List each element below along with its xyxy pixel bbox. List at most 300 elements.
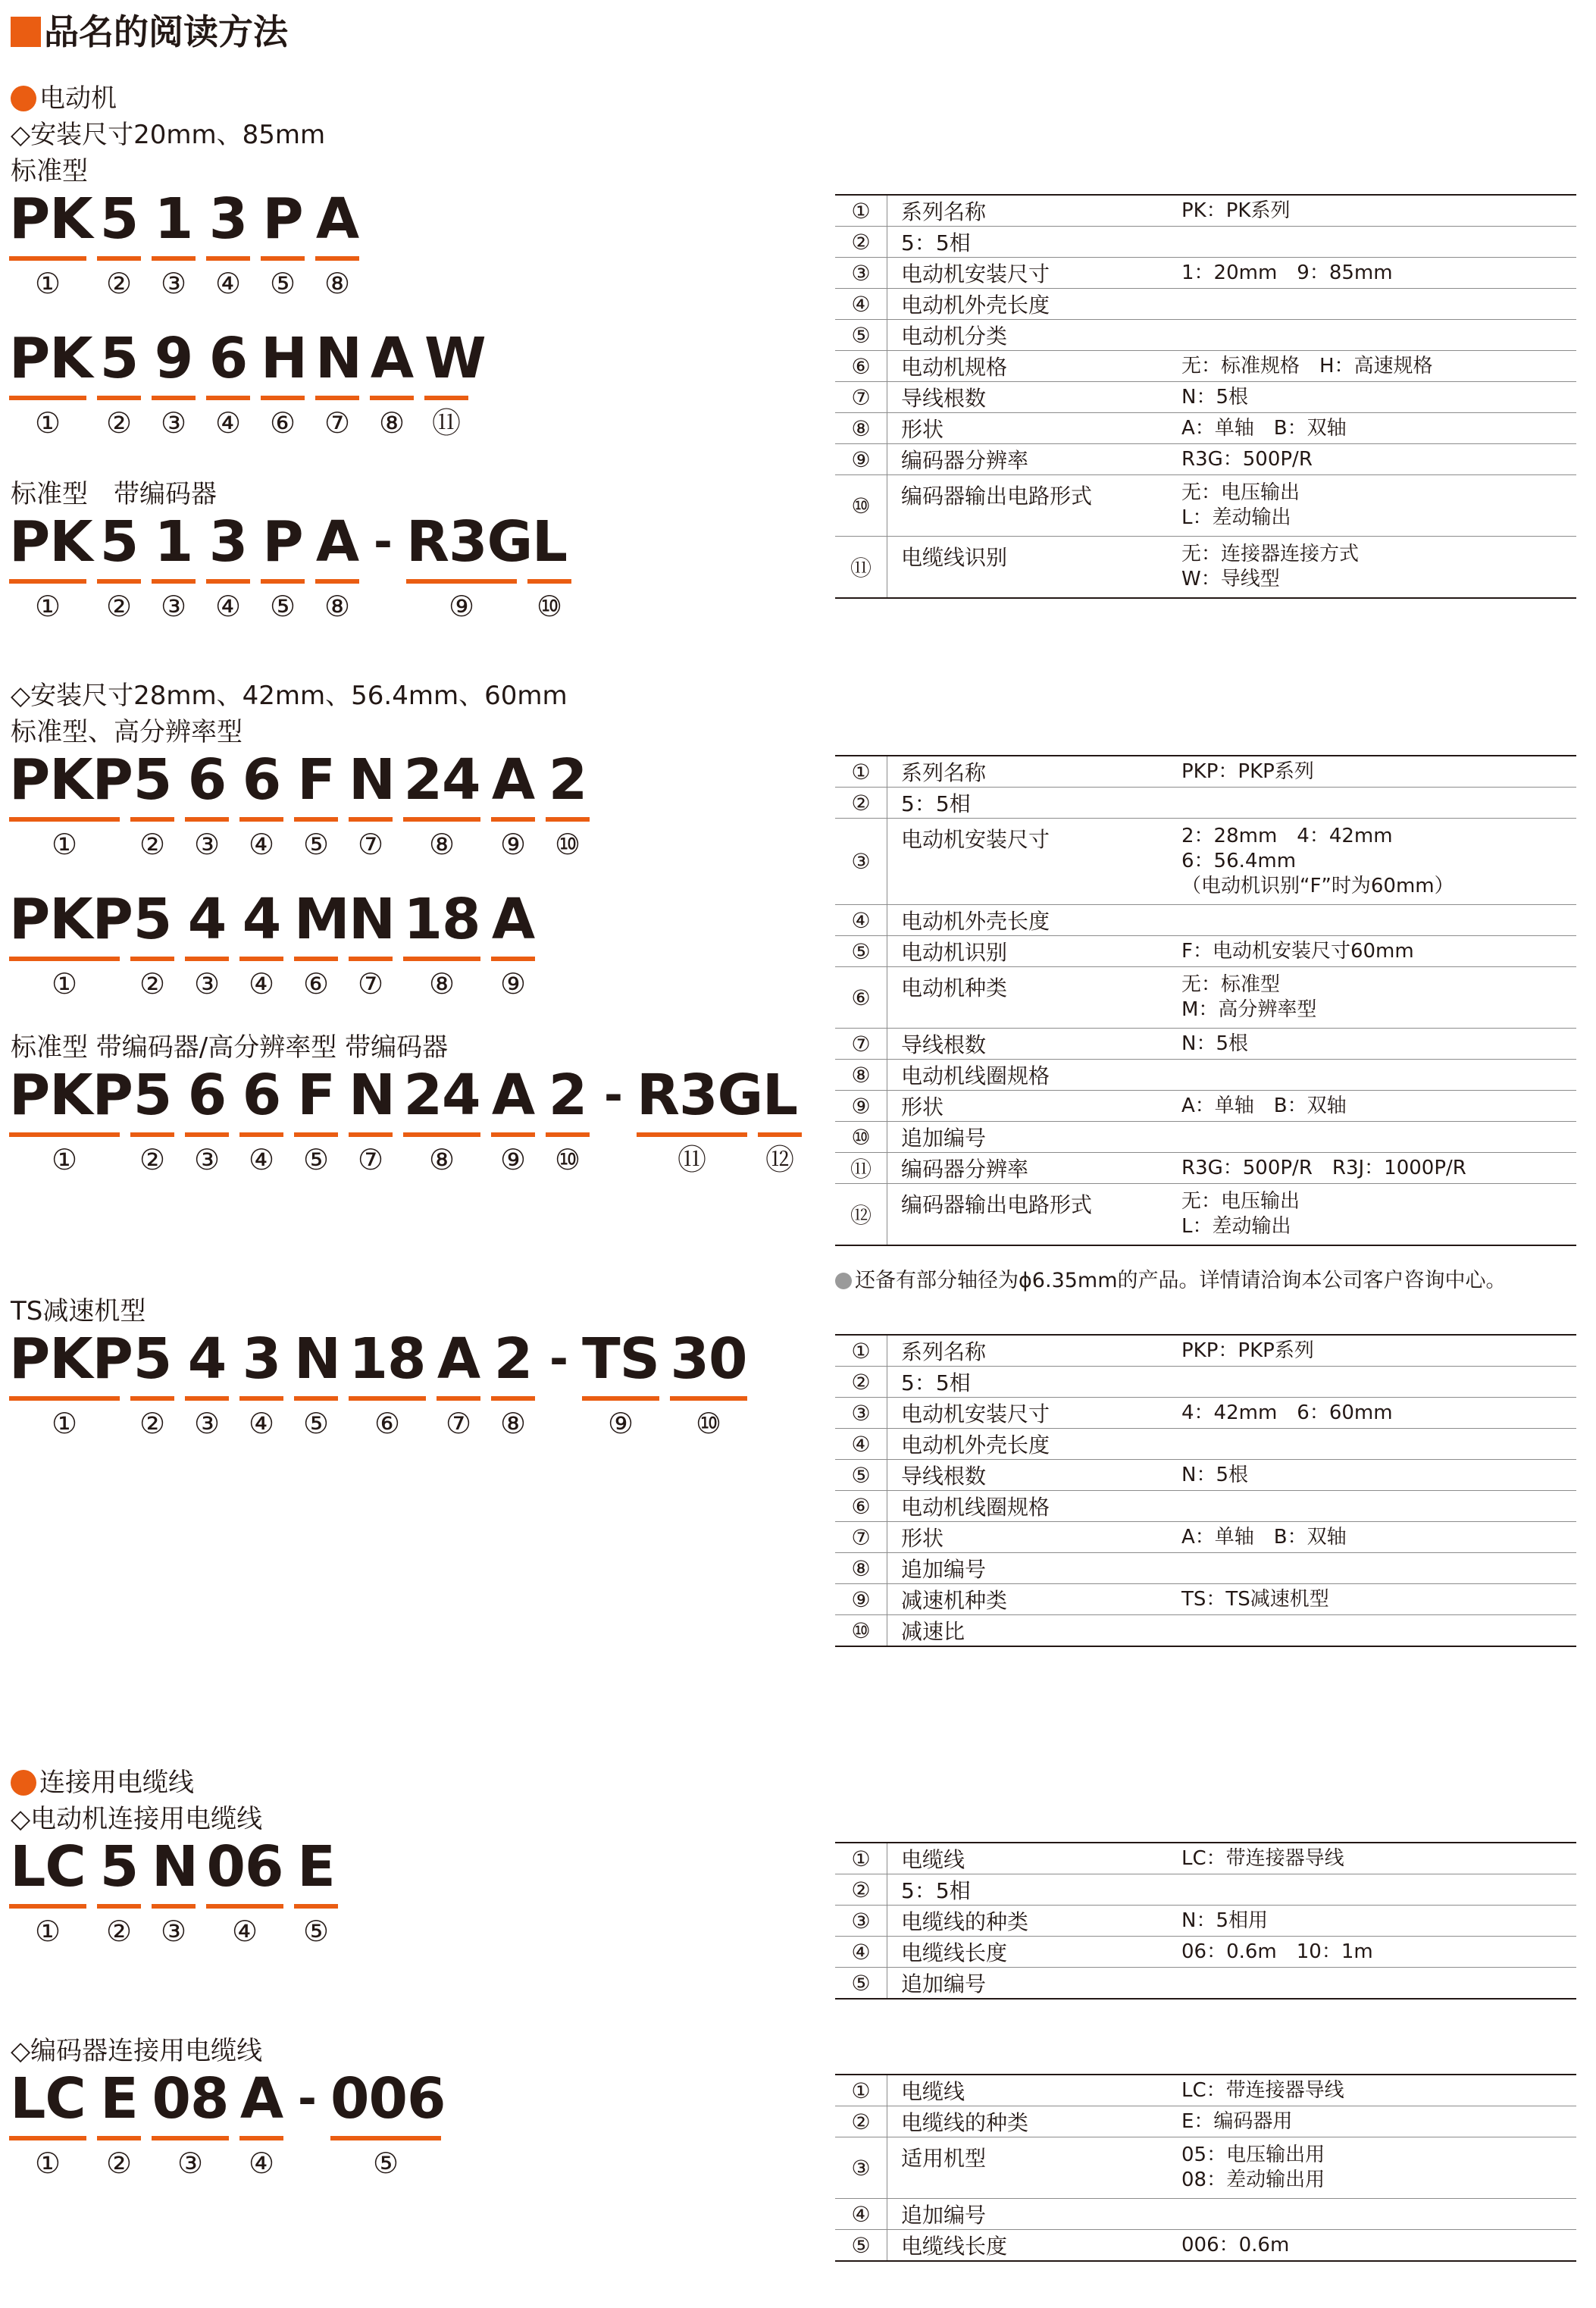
code-segment-text: P xyxy=(262,509,303,575)
row-name: 电缆线 xyxy=(901,2079,965,2104)
code-segment xyxy=(152,2066,229,2180)
code-segment xyxy=(97,1834,141,1948)
code-segment xyxy=(239,1063,283,1176)
row-name: 电动机识别 xyxy=(901,940,1008,965)
code-underline xyxy=(239,817,283,822)
table-row xyxy=(835,1553,1576,1584)
row-number: ③ xyxy=(835,2137,887,2198)
row-value-line: N：5根 xyxy=(1181,385,1248,409)
table-row xyxy=(835,1874,1576,1906)
row-number: ② xyxy=(835,788,887,818)
row-value xyxy=(1181,788,1576,818)
row-name: 电动机外壳长度 xyxy=(901,1433,1050,1458)
row-value xyxy=(1181,444,1576,474)
row-number: ⑪ xyxy=(835,537,887,597)
spec-table-pk xyxy=(835,194,1576,599)
row-name: 电缆线的种类 xyxy=(901,2110,1029,2135)
code-segment xyxy=(9,1834,86,1948)
code-segment-number: ① xyxy=(51,1407,78,1440)
row-value xyxy=(1181,1584,1576,1614)
code-segment xyxy=(670,1326,747,1440)
row-number: ⑩ xyxy=(835,1615,887,1646)
gray-dot-icon xyxy=(835,1273,852,1289)
code-underline xyxy=(406,579,517,584)
code-underline xyxy=(130,957,174,961)
motor-size2-heading: ◇安装尺寸28mm、42mm、56.4mm、60mm xyxy=(11,681,568,711)
motor-size1-heading: ◇安装尺寸20mm、85mm xyxy=(11,120,326,150)
code-underline xyxy=(527,579,571,584)
code-segment-text: 5 xyxy=(99,509,139,575)
row-number: ② xyxy=(835,1874,887,1905)
row-value xyxy=(1181,382,1576,412)
row-number: ② xyxy=(835,227,887,257)
code-underline xyxy=(152,1904,196,1909)
code-segment-text: - xyxy=(549,1333,568,1386)
code-segment-text: N xyxy=(315,326,361,391)
type-std-enc-hr-label: 标准型 带编码器/高分辨率型 带编码器 xyxy=(11,1032,449,1063)
code-underline xyxy=(261,256,305,261)
code-underline xyxy=(491,1396,535,1401)
code-segment-text: - xyxy=(374,515,392,568)
code-underline xyxy=(97,256,141,261)
code-segment-number: ③ xyxy=(160,590,187,623)
table-row xyxy=(835,905,1576,936)
code-segment-number: ③ xyxy=(193,1143,221,1176)
row-value xyxy=(1181,227,1576,257)
row-value-line: E：编码器用 xyxy=(1181,2109,1293,2133)
row-value-line: 1：20mm 9：85mm xyxy=(1181,261,1393,284)
spec-table-encoder-cable xyxy=(835,2074,1576,2262)
code-segment-number: ⑨ xyxy=(499,967,527,1001)
row-value xyxy=(1181,1184,1576,1245)
row-number: ② xyxy=(835,2106,887,2137)
code-segment-number: ⑫ xyxy=(765,1143,794,1176)
code-underline xyxy=(403,1132,480,1137)
code-segment-number: ② xyxy=(139,1407,166,1440)
code-segment-text: 18 xyxy=(403,887,480,952)
table-row xyxy=(835,2230,1576,2260)
row-value-line: M：高分辨率型 xyxy=(1181,998,1317,1021)
code-segment xyxy=(9,326,92,440)
code-underline xyxy=(437,1396,480,1401)
table-row xyxy=(835,1429,1576,1460)
row-number: ⑫ xyxy=(835,1184,887,1245)
code-underline xyxy=(152,579,196,584)
code-segment-number: ③ xyxy=(193,1407,221,1440)
row-value xyxy=(1181,2075,1576,2106)
row-name: 导线根数 xyxy=(901,386,987,411)
code-segment xyxy=(9,747,133,861)
row-number: ④ xyxy=(835,1429,887,1459)
table-row xyxy=(835,1491,1576,1522)
code-underline xyxy=(206,1904,283,1909)
code-underline xyxy=(582,1396,659,1401)
row-number: ⑥ xyxy=(835,967,887,1028)
row-value xyxy=(1181,320,1576,350)
table-row xyxy=(835,2137,1576,2199)
code-segment xyxy=(152,186,196,300)
row-name: 形状 xyxy=(901,1094,944,1120)
code-segment-text: A xyxy=(491,747,535,813)
code-segment-text: 2 xyxy=(548,1063,587,1128)
table-row xyxy=(835,289,1576,320)
code-segment-number: ② xyxy=(105,590,133,623)
code-segment xyxy=(315,186,359,300)
code-underline xyxy=(239,2136,283,2140)
row-number: ① xyxy=(835,1843,887,1874)
row-name: 5：5相 xyxy=(901,230,971,255)
code-segment-number: ⑥ xyxy=(269,406,296,440)
row-value xyxy=(1181,1874,1576,1905)
code-underline xyxy=(206,256,250,261)
code-underline xyxy=(206,396,250,400)
code-segment-text: PKP xyxy=(9,887,133,952)
code-segment-text: F xyxy=(297,747,335,813)
row-value-line: L：差动输出 xyxy=(1181,1215,1291,1238)
code-segment-text: A xyxy=(315,186,359,252)
row-value-line: LC：带连接器导线 xyxy=(1181,2078,1344,2102)
code-segment xyxy=(206,326,250,440)
code-underline xyxy=(239,1396,283,1401)
row-value xyxy=(1181,351,1576,381)
code-segment xyxy=(152,509,196,623)
code-segment-text: PK xyxy=(9,326,92,391)
row-value xyxy=(1181,1937,1576,1967)
code-segment xyxy=(152,1834,196,1948)
code-segment-number: ⑪ xyxy=(677,1143,706,1176)
code-segment-number: ⑦ xyxy=(445,1407,472,1440)
code-underline xyxy=(637,1132,747,1137)
code-underline xyxy=(261,579,305,584)
code-segment-number: ⑧ xyxy=(428,1143,455,1176)
code-segment-text: 5 xyxy=(99,186,139,252)
code-segment-text: LC xyxy=(10,1834,86,1899)
code-segment-text: 08 xyxy=(152,2066,229,2131)
code-underline xyxy=(130,1396,174,1401)
code-segment-text: 2 xyxy=(493,1326,533,1392)
table-row xyxy=(835,320,1576,351)
code-segment-number: ② xyxy=(139,828,166,861)
row-value xyxy=(1181,1522,1576,1552)
row-value-line: 无：标准规格 H：高速规格 xyxy=(1181,354,1433,377)
code-segment-number: ③ xyxy=(193,967,221,1001)
code-segment-text: 3 xyxy=(208,186,248,252)
table-row xyxy=(835,1091,1576,1122)
row-value xyxy=(1181,967,1576,1028)
code-segment xyxy=(370,326,414,440)
table-row xyxy=(835,788,1576,819)
code-segment xyxy=(130,1063,174,1176)
row-name: 系列名称 xyxy=(901,199,987,224)
code-segment xyxy=(437,1326,480,1440)
code-segment-number: ① xyxy=(34,267,61,300)
code-segment-text: 1 xyxy=(154,186,193,252)
code-underline xyxy=(130,1132,174,1137)
row-name: 电动机分类 xyxy=(901,324,1008,349)
row-value-line: 无：电压输出 xyxy=(1181,481,1300,504)
code-segment-number: ⑧ xyxy=(378,406,405,440)
row-value-line: N：5相用 xyxy=(1181,1909,1268,1932)
table-row xyxy=(835,1522,1576,1553)
code-segment-number: ④ xyxy=(248,1143,275,1176)
code-underline xyxy=(130,817,174,822)
code-segment xyxy=(9,2066,86,2180)
code-underline xyxy=(349,1396,426,1401)
row-value-line: R3G：500P/R xyxy=(1181,447,1313,471)
code-segment xyxy=(185,1326,229,1440)
type-ts-label: TS减速机型 xyxy=(11,1296,146,1326)
row-name: 追加编号 xyxy=(901,2203,987,2228)
row-value xyxy=(1181,756,1576,787)
code-segment-number: ⑤ xyxy=(269,267,296,300)
row-value-line: PKP：PKP系列 xyxy=(1181,1339,1314,1362)
row-value-line: PK：PK系列 xyxy=(1181,199,1291,222)
code-segment xyxy=(239,887,283,1001)
row-name: 减速比 xyxy=(901,1619,965,1644)
row-value xyxy=(1181,1153,1576,1183)
row-number: ⑤ xyxy=(835,1460,887,1490)
cable-section-heading: 连接用电缆线 xyxy=(11,1766,194,1799)
code-segment-text: 006 xyxy=(330,2066,446,2131)
row-name: 形状 xyxy=(901,1526,944,1551)
code-segment xyxy=(582,1326,659,1440)
row-number: ⑩ xyxy=(835,475,887,536)
code-underline xyxy=(491,817,535,822)
code-underline xyxy=(9,957,120,961)
code-segment xyxy=(97,2066,141,2180)
table-row xyxy=(835,1937,1576,1968)
code-segment-number: ⑤ xyxy=(302,1143,330,1176)
row-value xyxy=(1181,1906,1576,1936)
code-segment-number: ① xyxy=(51,828,78,861)
table-row xyxy=(835,1153,1576,1184)
row-value-line: L：差动输出 xyxy=(1181,506,1291,529)
code-segment-number: ③ xyxy=(160,406,187,440)
row-name: 追加编号 xyxy=(901,1557,987,1582)
code-segment xyxy=(491,747,535,861)
code-underline xyxy=(315,396,359,400)
page-title: 品名的阅读方法 xyxy=(11,11,288,53)
code-segment xyxy=(239,747,283,861)
code-segment-number: ⑥ xyxy=(302,967,330,1001)
row-name: 导线根数 xyxy=(901,1032,987,1057)
row-name: 电动机安装尺寸 xyxy=(901,1401,1050,1426)
code-underline xyxy=(424,396,468,400)
table-row xyxy=(835,227,1576,258)
row-number: ③ xyxy=(835,1398,887,1428)
row-value xyxy=(1181,1460,1576,1490)
code-segment xyxy=(491,887,535,1001)
title-square-icon xyxy=(11,17,41,47)
row-number: ⑤ xyxy=(835,2230,887,2260)
code-segment-number: ④ xyxy=(248,828,275,861)
row-value-line: R3G：500P/R R3J：1000P/R xyxy=(1181,1156,1466,1179)
row-name: 减速机种类 xyxy=(901,1588,1008,1613)
code-underline xyxy=(403,817,480,822)
row-number: ⑨ xyxy=(835,1091,887,1121)
code-segment-text: 2 xyxy=(548,747,587,813)
row-number: ⑥ xyxy=(835,351,887,381)
cable-sub1-heading: ◇电动机连接用电缆线 xyxy=(11,1804,263,1834)
row-name: 导线根数 xyxy=(901,1464,987,1489)
code-segment xyxy=(261,509,305,623)
code-underline xyxy=(491,957,535,961)
table-row xyxy=(835,537,1576,597)
row-number: ⑤ xyxy=(835,320,887,350)
code-underline xyxy=(97,1904,141,1909)
code-underline xyxy=(97,2136,141,2140)
code-segment xyxy=(403,1063,480,1176)
code-segment-number: ⑧ xyxy=(324,590,351,623)
code-underline xyxy=(546,1132,590,1137)
code-separator xyxy=(546,1326,571,1440)
row-value xyxy=(1181,1091,1576,1121)
code-segment xyxy=(294,1834,338,1948)
code-segment-number: ⑩ xyxy=(536,590,563,623)
code-underline xyxy=(349,1132,393,1137)
code-underline xyxy=(294,1132,338,1137)
orange-dot-icon xyxy=(11,86,36,111)
code-segment-number: ⑨ xyxy=(448,590,475,623)
code-underline xyxy=(239,957,283,961)
code-segment xyxy=(637,1063,763,1176)
row-name: 5：5相 xyxy=(901,1370,971,1395)
row-name: 电动机安装尺寸 xyxy=(901,827,1050,852)
code-underline xyxy=(315,256,359,261)
row-name: 电动机线圈规格 xyxy=(901,1495,1050,1520)
code-segment-number: ④ xyxy=(231,1915,258,1948)
code-segment-number: ⑤ xyxy=(302,1407,330,1440)
code-underline xyxy=(9,1396,120,1401)
table-row xyxy=(835,1336,1576,1367)
shaft-note: 还备有部分轴径为ϕ6.35mm的产品。详情请洽询本公司客户咨询中心。 xyxy=(835,1267,1507,1295)
table-row xyxy=(835,1184,1576,1245)
row-value xyxy=(1181,2230,1576,2260)
code-segment xyxy=(330,2066,446,2180)
row-number: ③ xyxy=(835,1906,887,1936)
row-value xyxy=(1181,1615,1576,1646)
row-number: ⑨ xyxy=(835,1584,887,1614)
code-segment-number: ⑦ xyxy=(357,967,384,1001)
code-segment-text: - xyxy=(298,2072,316,2125)
code-segment-text: 5 xyxy=(99,326,139,391)
type-std-encoder-label: 标准型 带编码器 xyxy=(11,479,217,509)
table-row xyxy=(835,1060,1576,1091)
row-value-line: A：单轴 B：双轴 xyxy=(1181,1094,1347,1117)
code-underline xyxy=(9,579,86,584)
code-segment-text: 24 xyxy=(403,747,480,813)
row-number: ⑦ xyxy=(835,1522,887,1552)
code-segment-text: P xyxy=(262,186,303,252)
type-standard-label: 标准型 xyxy=(11,156,88,186)
cable-sub2-heading: ◇编码器连接用电缆线 xyxy=(11,2036,263,2066)
row-value xyxy=(1181,2106,1576,2137)
code-underline xyxy=(758,1132,802,1137)
row-value xyxy=(1181,1491,1576,1521)
code-segment-number: ① xyxy=(34,2147,61,2180)
code-segment-text: M xyxy=(294,887,349,952)
code-segment-text: 6 xyxy=(187,747,227,813)
code-segment-number: ⑤ xyxy=(372,2147,399,2180)
code-segment-number: ② xyxy=(139,1143,166,1176)
code-segment-text: W xyxy=(424,326,486,391)
code-segment-number: ③ xyxy=(193,828,221,861)
code-underline xyxy=(152,2136,229,2140)
code-segment-number: ① xyxy=(34,1915,61,1948)
code-underline xyxy=(330,2136,441,2140)
code-segment xyxy=(206,1834,283,1948)
code-segment-text: PK xyxy=(9,186,92,252)
row-value-line: 6：56.4mm xyxy=(1181,850,1297,872)
row-value xyxy=(1181,2199,1576,2229)
row-name: 电缆线识别 xyxy=(901,545,1008,570)
code-underline xyxy=(261,396,305,400)
row-value xyxy=(1181,413,1576,443)
row-name: 适用机型 xyxy=(901,2146,987,2171)
row-value-line: 无：电压输出 xyxy=(1181,1190,1300,1213)
row-value xyxy=(1181,1336,1576,1366)
code-segment-number: ④ xyxy=(248,1407,275,1440)
code-segment-text: E xyxy=(100,2066,138,2131)
code-segment-text: L xyxy=(762,1063,798,1128)
code-segment-text: N xyxy=(152,1834,198,1899)
code-segment-number: ② xyxy=(105,2147,133,2180)
code-segment xyxy=(349,747,393,861)
row-number: ⑩ xyxy=(835,1122,887,1152)
table-row xyxy=(835,444,1576,475)
code-segment-number: ⑤ xyxy=(302,1915,330,1948)
row-value xyxy=(1181,905,1576,935)
row-number: ⑧ xyxy=(835,1553,887,1583)
code-segment-text: 5 xyxy=(99,1834,139,1899)
row-value-line: LC：带连接器导线 xyxy=(1181,1846,1344,1870)
row-number: ④ xyxy=(835,2199,887,2229)
row-value xyxy=(1181,1060,1576,1090)
code-segment xyxy=(315,326,359,440)
row-number: ⑧ xyxy=(835,413,887,443)
code-segment xyxy=(185,747,229,861)
table-row xyxy=(835,2199,1576,2230)
code-underline xyxy=(152,396,196,400)
code-segment-text: 18 xyxy=(349,1326,426,1392)
table-row xyxy=(835,1122,1576,1153)
type-std-hr-label: 标准型、高分辨率型 xyxy=(11,717,243,747)
table-row xyxy=(835,2106,1576,2137)
row-name: 电动机规格 xyxy=(901,355,1008,380)
row-value xyxy=(1181,475,1576,536)
code-segment-number: ⑩ xyxy=(554,1143,581,1176)
code-segment-text: 5 xyxy=(133,747,172,813)
row-value xyxy=(1181,537,1576,597)
code-underline xyxy=(9,2136,86,2140)
row-number: ① xyxy=(835,196,887,226)
code-segment xyxy=(406,509,533,623)
code-underline xyxy=(97,396,141,400)
code-segment-text: N xyxy=(349,887,395,952)
code-segment-text: 4 xyxy=(187,1326,227,1392)
code-segment xyxy=(130,1326,174,1440)
code-segment-number: ② xyxy=(105,1915,133,1948)
row-value xyxy=(1181,1398,1576,1428)
row-value xyxy=(1181,1429,1576,1459)
row-value xyxy=(1181,258,1576,288)
code-segment xyxy=(130,747,174,861)
row-name: 追加编号 xyxy=(901,1971,987,1996)
row-name: 电动机外壳长度 xyxy=(901,909,1050,934)
code-segment xyxy=(349,887,393,1001)
code-segment xyxy=(97,509,141,623)
row-value-line: 无：标准型 xyxy=(1181,973,1281,996)
